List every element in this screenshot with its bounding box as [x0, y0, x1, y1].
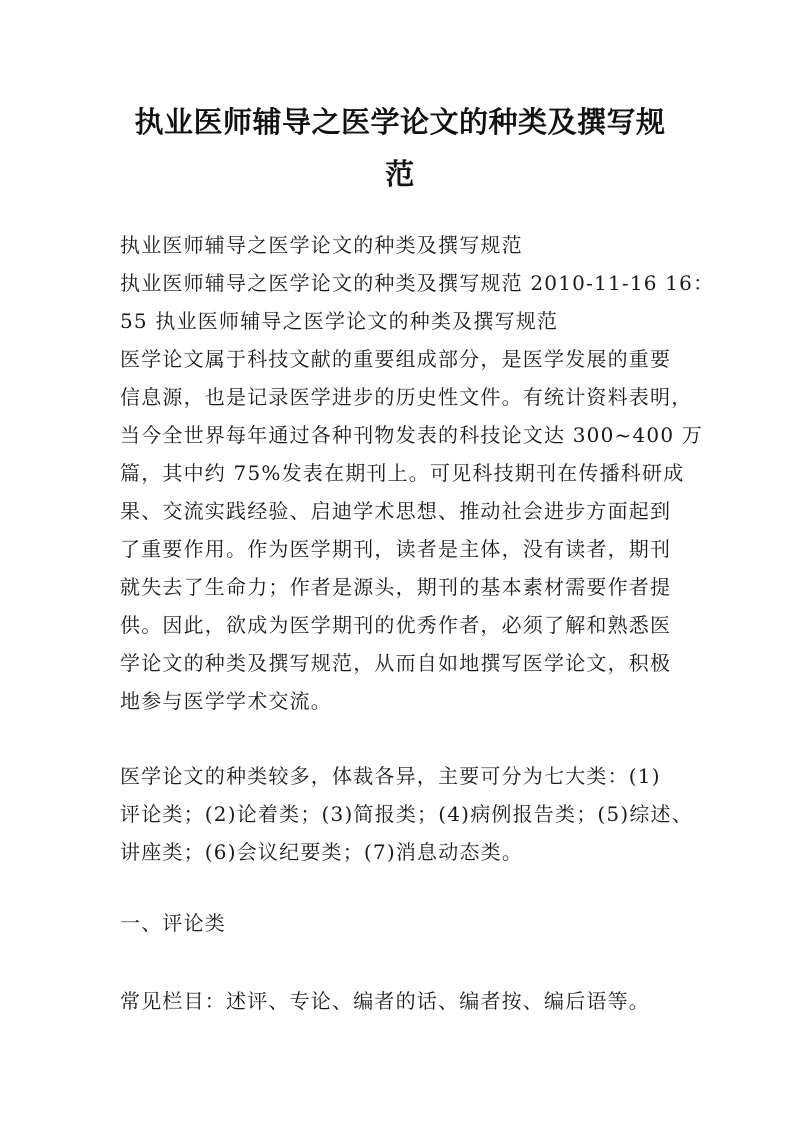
- body-line: 学论文的种类及撰写规范，从而自如地撰写医学论文，积极: [120, 651, 672, 675]
- body-line: 地参与医学学术交流。: [120, 689, 332, 713]
- body-line: 果、交流实践经验、启迪学术思想、推动社会进步方面起到: [120, 499, 672, 523]
- title-line-1: 执业医师辅导之医学论文的种类及撰写规: [134, 105, 666, 139]
- section-heading: 一、评论类: [120, 911, 226, 935]
- body-line: 医学论文属于科技文献的重要组成部分，是医学发展的重要: [120, 347, 672, 371]
- document-title: [120, 96, 680, 200]
- body-line: 就失去了生命力；作者是源头，期刊的基本素材需要作者提: [120, 575, 672, 599]
- category-intro-line: 评论类；(2)论着类；(3)简报类；(4)病例报告类；(5)综述、: [120, 802, 693, 826]
- body-line: 当今全世界每年通过各种刊物发表的科技论文达 300~400 万: [120, 423, 704, 447]
- source-line-continued: 55 执业医师辅导之医学论文的种类及撰写规范: [120, 309, 559, 333]
- heading-repeat: 执业医师辅导之医学论文的种类及撰写规范: [120, 233, 523, 257]
- category-intro-line: 医学论文的种类较多，体裁各异，主要可分为七大类：(1): [120, 764, 661, 788]
- category-intro-line: 讲座类；(6)会议纪要类；(7)消息动态类。: [120, 840, 524, 864]
- body-line: 信息源，也是记录医学进步的历史性文件。有统计资料表明，: [120, 385, 693, 409]
- title-line-2: 范: [385, 157, 415, 191]
- body-line: 了重要作用。作为医学期刊，读者是主体，没有读者，期刊: [120, 537, 672, 561]
- body-line: 供。因此，欲成为医学期刊的优秀作者，必须了解和熟悉医: [120, 613, 672, 637]
- source-line: 执业医师辅导之医学论文的种类及撰写规范 2010-11-16 16：: [120, 271, 715, 295]
- section-body-line: 常见栏目：述评、专论、编者的话、编者按、编后语等。: [120, 989, 650, 1013]
- body-line: 篇，其中约 75%发表在期刊上。可见科技期刊在传播科研成: [120, 461, 685, 485]
